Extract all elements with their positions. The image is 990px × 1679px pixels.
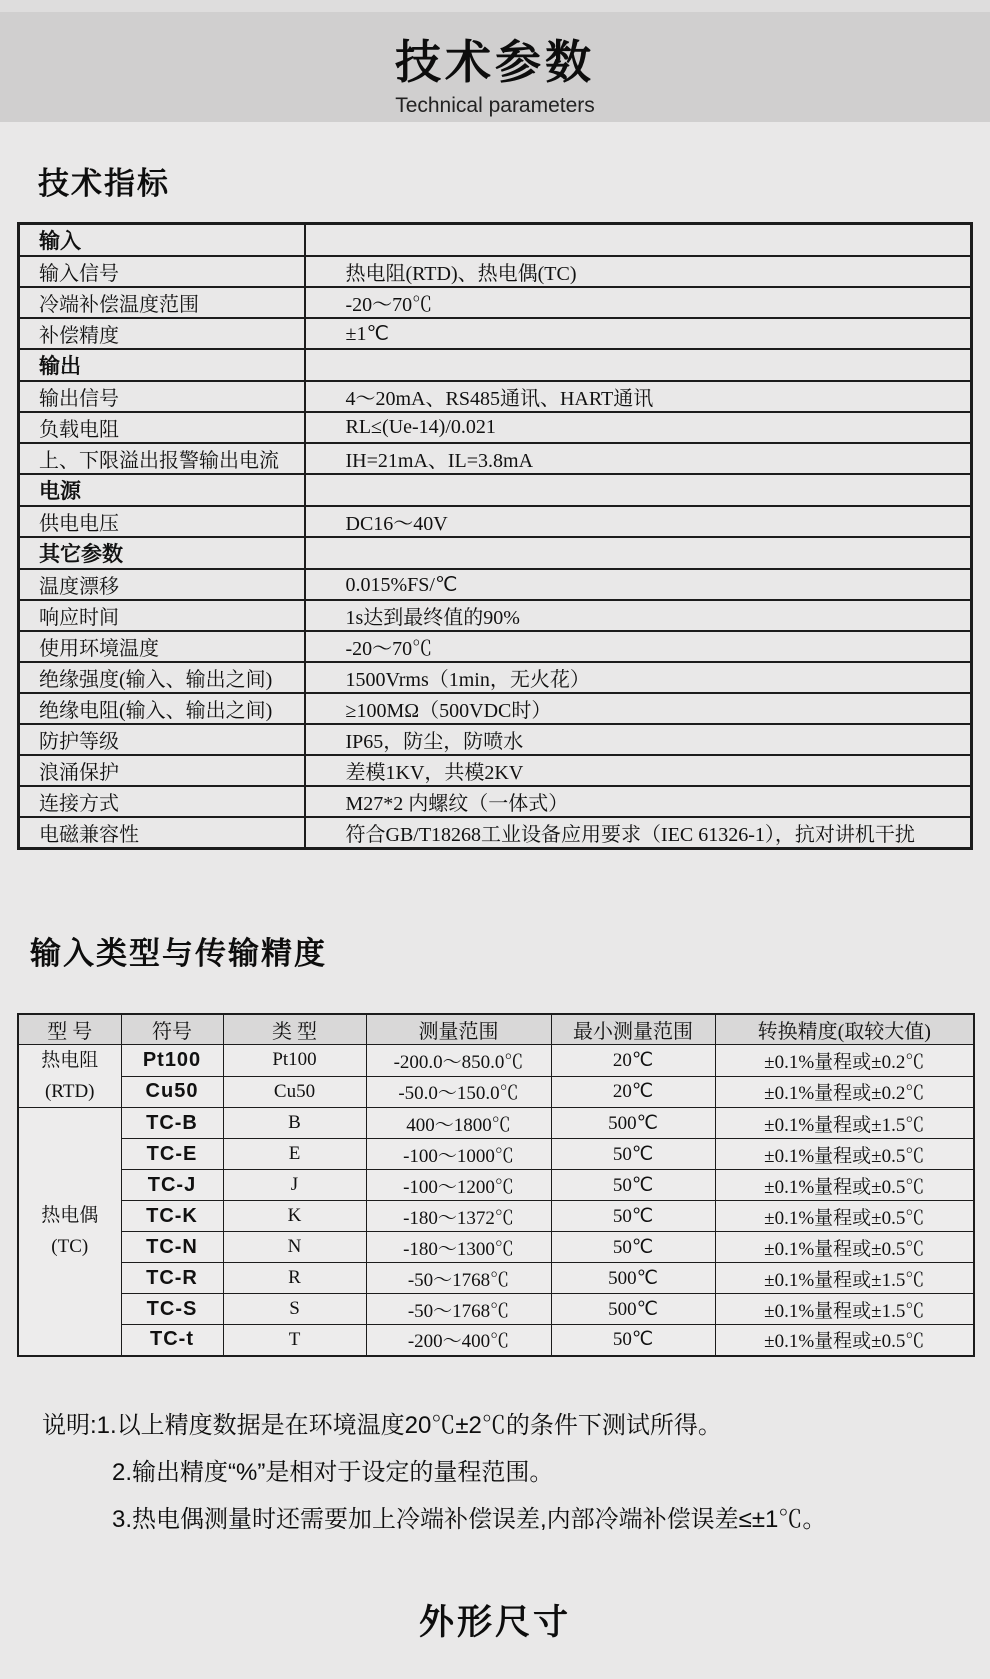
accuracy-cell: ±0.1%量程或±1.5℃ <box>715 1263 974 1294</box>
spec-value: 1500Vrms（1min，无火花） <box>305 662 972 693</box>
table-row <box>19 631 972 662</box>
min-range-cell: 500℃ <box>551 1294 715 1325</box>
accuracy-cell: ±0.1%量程或±1.5℃ <box>715 1294 974 1325</box>
spec-label: 连接方式 <box>19 786 305 817</box>
table-row <box>19 817 972 849</box>
spec-label: 温度漂移 <box>19 569 305 600</box>
table-row <box>18 1201 974 1232</box>
range-cell: 400～1800℃ <box>366 1108 551 1139</box>
table-row <box>18 1325 974 1356</box>
type-cell: Pt100 <box>223 1045 366 1077</box>
spec-value: DC16～40V <box>305 506 972 537</box>
symbol-cell: TC-J <box>121 1170 223 1201</box>
symbol-cell: TC-N <box>121 1232 223 1263</box>
spec-value <box>305 224 972 257</box>
type-cell: E <box>223 1139 366 1170</box>
spec-value: 热电阻(RTD)、热电偶(TC) <box>305 256 972 287</box>
range-cell: -50.0～150.0℃ <box>366 1076 551 1108</box>
spec-label: 负载电阻 <box>19 412 305 443</box>
table-row <box>19 256 972 287</box>
table-header-row <box>18 1014 974 1045</box>
spec-value <box>305 537 972 569</box>
accuracy-cell: ±0.1%量程或±0.5℃ <box>715 1201 974 1232</box>
spec-value: -20～70℃ <box>305 631 972 662</box>
table-row <box>18 1045 974 1077</box>
accuracy-cell: ±0.1%量程或±0.5℃ <box>715 1232 974 1263</box>
range-cell: -200～400℃ <box>366 1325 551 1356</box>
accuracy-cell: ±0.1%量程或±0.5℃ <box>715 1325 974 1356</box>
table-row <box>19 537 972 569</box>
top-strip <box>0 0 990 12</box>
group-code: (RTD) <box>44 1081 95 1102</box>
type-cell: K <box>223 1201 366 1232</box>
spec-label: 电磁兼容性 <box>19 817 305 849</box>
min-range-cell: 500℃ <box>551 1108 715 1139</box>
spec-label: 响应时间 <box>19 600 305 631</box>
type-cell: T <box>223 1325 366 1356</box>
symbol-cell: TC-S <box>121 1294 223 1325</box>
title-band <box>0 12 990 122</box>
spec-value: 4～20mA、RS485通讯、HART通讯 <box>305 381 972 412</box>
min-range-cell: 50℃ <box>551 1232 715 1263</box>
spec-value: M27*2 内螺纹（一体式） <box>305 786 972 817</box>
spec-label: 防护等级 <box>19 724 305 755</box>
symbol-cell: TC-E <box>121 1139 223 1170</box>
column-header: 转换精度(取较大值) <box>715 1014 974 1045</box>
table-row <box>19 786 972 817</box>
table-row <box>18 1076 974 1108</box>
spec-value: 0.015%FS/℃ <box>305 569 972 600</box>
spec-label: 绝缘电阻(输入、输出之间) <box>19 693 305 724</box>
spec-label: 使用环境温度 <box>19 631 305 662</box>
group-cell-tc <box>18 1108 121 1356</box>
symbol-cell: TC-R <box>121 1263 223 1294</box>
spec-label: 上、下限溢出报警输出电流 <box>19 443 305 474</box>
spec-value: 差模1KV，共模2KV <box>305 755 972 786</box>
type-cell: N <box>223 1232 366 1263</box>
table-row <box>19 506 972 537</box>
section-title-accuracy: 输入类型与传输精度 <box>30 936 327 971</box>
accuracy-cell: ±0.1%量程或±0.5℃ <box>715 1139 974 1170</box>
spec-value: 符合GB/T18268工业设备应用要求（IEC 61326-1），抗对讲机干扰 <box>305 817 972 849</box>
spec-label: 输出 <box>19 349 305 381</box>
note-item: 2.输出精度“%”是相对于设定的量程范围。 <box>112 1459 554 1486</box>
note-line <box>42 1402 952 1449</box>
spec-value: IH=21mA、IL=3.8mA <box>305 443 972 474</box>
accuracy-cell: ±0.1%量程或±0.2℃ <box>715 1045 974 1077</box>
section-title-specs: 技术指标 <box>38 166 170 201</box>
range-cell: -180～1372℃ <box>366 1201 551 1232</box>
note-line <box>42 1449 952 1496</box>
spec-value: 1s达到最终值的90% <box>305 600 972 631</box>
table-row <box>19 662 972 693</box>
page-title: 技术参数 <box>395 36 595 88</box>
spec-label: 输入信号 <box>19 256 305 287</box>
accuracy-cell: ±0.1%量程或±1.5℃ <box>715 1108 974 1139</box>
column-header: 测量范围 <box>366 1014 551 1045</box>
section-title-dimensions: 外形尺寸 <box>418 1603 571 1642</box>
spec-label: 输出信号 <box>19 381 305 412</box>
symbol-cell: TC-t <box>121 1325 223 1356</box>
spec-label: 其它参数 <box>19 537 305 569</box>
accuracy-cell: ±0.1%量程或±0.2℃ <box>715 1076 974 1108</box>
table-row <box>18 1108 974 1139</box>
spec-table <box>17 222 973 850</box>
spec-value: IP65，防尘，防喷水 <box>305 724 972 755</box>
column-header: 符号 <box>121 1014 223 1045</box>
accuracy-table <box>17 1013 975 1357</box>
min-range-cell: 50℃ <box>551 1325 715 1356</box>
spec-label: 输入 <box>19 224 305 257</box>
min-range-cell: 500℃ <box>551 1263 715 1294</box>
symbol-cell: Cu50 <box>121 1076 223 1108</box>
table-row <box>19 693 972 724</box>
group-name: 热电阻 <box>41 1050 99 1071</box>
symbol-cell: Pt100 <box>121 1045 223 1077</box>
table-row <box>19 474 972 506</box>
min-range-cell: 50℃ <box>551 1170 715 1201</box>
table-row <box>19 224 972 257</box>
spec-value: ≥100MΩ（500VDC时） <box>305 693 972 724</box>
spec-value <box>305 349 972 381</box>
table-row <box>18 1170 974 1201</box>
table-row <box>19 724 972 755</box>
symbol-cell: TC-K <box>121 1201 223 1232</box>
notes <box>42 1402 952 1543</box>
spec-label: 浪涌保护 <box>19 755 305 786</box>
spec-label: 供电电压 <box>19 506 305 537</box>
symbol-cell: TC-B <box>121 1108 223 1139</box>
table-row <box>19 349 972 381</box>
spec-value <box>305 474 972 506</box>
range-cell: -100～1200℃ <box>366 1170 551 1201</box>
spec-label: 冷端补偿温度范围 <box>19 287 305 318</box>
spec-value: RL≤(Ue-14)/0.021 <box>305 412 972 443</box>
range-cell: -100～1000℃ <box>366 1139 551 1170</box>
spec-value: -20～70℃ <box>305 287 972 318</box>
page-subtitle: Technical parameters <box>395 94 595 117</box>
table-row <box>19 569 972 600</box>
column-header: 最小测量范围 <box>551 1014 715 1045</box>
table-row <box>19 443 972 474</box>
table-row <box>18 1139 974 1170</box>
table-row <box>19 600 972 631</box>
group-cell-rtd <box>18 1045 121 1108</box>
column-header: 类 型 <box>223 1014 366 1045</box>
note-item: 1.以上精度数据是在环境温度20℃±2℃的条件下测试所得。 <box>96 1412 722 1439</box>
range-cell: -200.0～850.0℃ <box>366 1045 551 1077</box>
spec-value: ±1℃ <box>305 318 972 349</box>
spec-label: 电源 <box>19 474 305 506</box>
table-row <box>19 381 972 412</box>
type-cell: B <box>223 1108 366 1139</box>
min-range-cell: 20℃ <box>551 1045 715 1077</box>
group-name: 热电偶 <box>41 1205 99 1227</box>
min-range-cell: 20℃ <box>551 1076 715 1108</box>
type-cell: R <box>223 1263 366 1294</box>
type-cell: J <box>223 1170 366 1201</box>
table-row <box>18 1294 974 1325</box>
note-item: 3.热电偶测量时还需要加上冷端补偿误差,内部冷端补偿误差≤±1℃。 <box>112 1506 827 1533</box>
min-range-cell: 50℃ <box>551 1201 715 1232</box>
spec-label: 补偿精度 <box>19 318 305 349</box>
range-cell: -180～1300℃ <box>366 1232 551 1263</box>
table-row <box>19 287 972 318</box>
note-line <box>42 1496 952 1543</box>
table-row <box>19 318 972 349</box>
accuracy-cell: ±0.1%量程或±0.5℃ <box>715 1170 974 1201</box>
table-row <box>18 1263 974 1294</box>
table-row <box>19 755 972 786</box>
spec-label: 绝缘强度(输入、输出之间) <box>19 662 305 693</box>
type-cell: Cu50 <box>223 1076 366 1108</box>
range-cell: -50～1768℃ <box>366 1263 551 1294</box>
range-cell: -50～1768℃ <box>366 1294 551 1325</box>
min-range-cell: 50℃ <box>551 1139 715 1170</box>
type-cell: S <box>223 1294 366 1325</box>
group-code: (TC) <box>51 1236 89 1258</box>
column-header: 型 号 <box>18 1014 121 1045</box>
table-row <box>18 1232 974 1263</box>
notes-prefix: 说明: <box>42 1412 97 1439</box>
table-row <box>19 412 972 443</box>
